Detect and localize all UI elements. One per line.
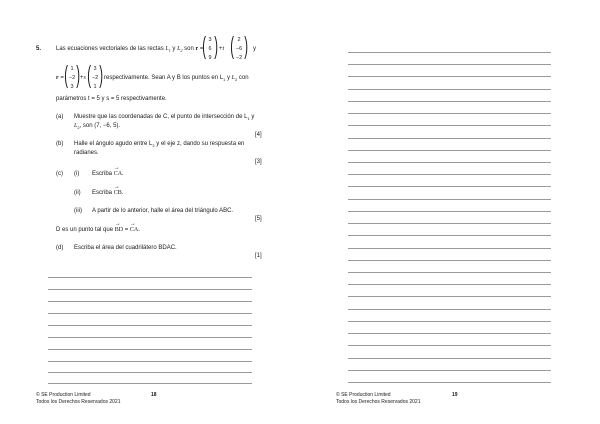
part-b-label: (b) [56, 141, 64, 147]
answer-line[interactable] [348, 296, 551, 297]
answer-line[interactable] [348, 223, 551, 224]
part-c-label: (c) [56, 171, 63, 177]
footer-copyright: © SE Production Limited [36, 392, 91, 398]
part-b-marks: [3] [255, 159, 262, 165]
y-end: y [253, 46, 256, 52]
answer-line[interactable] [348, 125, 551, 126]
vector-b1: 2 −6 −2 [235, 37, 243, 62]
part-a-text-1: Muestre que las coordenadas de C, el punto de intersección de $L_1$ y [74, 114, 255, 122]
part-c-iii-text: A partir de lo anterior, halle el área del triángulo ABC. [92, 208, 234, 214]
answer-line[interactable] [48, 361, 252, 362]
params-text: parámetros t = 5 y s = 5 respectivamente. [56, 96, 167, 102]
page-number: 18 [151, 392, 157, 398]
answer-line[interactable] [348, 248, 551, 249]
intro-text: Las ecuaciones vectoriales de las rectas $L_1$ y $L_2$ son r = [56, 46, 204, 54]
answer-line[interactable] [48, 325, 252, 326]
answer-line[interactable] [348, 174, 551, 175]
answer-line[interactable] [348, 186, 551, 187]
paren-left: ( [87, 61, 92, 89]
footer-copyright: © SE Production Limited [336, 392, 391, 398]
answer-line[interactable] [348, 89, 551, 90]
answer-line[interactable] [348, 272, 551, 273]
answer-line[interactable] [348, 138, 551, 139]
answer-line[interactable] [348, 52, 551, 53]
answer-line[interactable] [348, 211, 551, 212]
part-a-text-2: $L_2$, son (7, −6, 5). [74, 123, 121, 131]
vector-a1: 3 6 9 [208, 37, 212, 62]
answer-line[interactable] [348, 284, 551, 285]
r-eq-2: r = [56, 75, 64, 81]
paren-left: ( [230, 32, 235, 60]
plus-s: +s [80, 75, 86, 81]
answer-line[interactable] [348, 101, 551, 102]
vector-a2: 1 −2 3 [68, 66, 76, 91]
paren-right: ) [99, 61, 104, 89]
part-b-text-1: Halle el ángulo agudo entre $L_2$ y el eje z, dando su respuesta en [74, 141, 245, 149]
paren-right: ) [76, 61, 81, 89]
paren-left: ( [202, 32, 207, 60]
answer-line[interactable] [348, 162, 551, 163]
part-c-ii-label: (ii) [74, 190, 81, 196]
part-a-marks: [4] [255, 132, 262, 138]
question-number: 5. [36, 46, 42, 52]
answer-line[interactable] [48, 277, 252, 278]
page-number: 19 [452, 392, 458, 398]
answer-line[interactable] [348, 64, 551, 65]
answer-line[interactable] [48, 372, 252, 373]
paren-right: ) [244, 32, 249, 60]
part-d-label: (d) [56, 245, 64, 251]
part-a-label: (a) [56, 114, 64, 120]
part-c-marks: [5] [255, 216, 262, 222]
answer-line[interactable] [348, 76, 551, 77]
answer-line[interactable] [348, 333, 551, 334]
vector-b2: 3 −2 1 [91, 66, 99, 91]
answer-line[interactable] [48, 301, 252, 302]
answer-line[interactable] [48, 337, 252, 338]
answer-line[interactable] [348, 382, 551, 383]
answer-line[interactable] [48, 383, 252, 384]
answer-line[interactable] [348, 235, 551, 236]
answer-line[interactable] [348, 199, 551, 200]
answer-line[interactable] [348, 260, 551, 261]
part-c-ii-text: Escriba → CB. [92, 190, 123, 197]
paren-left: ( [64, 61, 69, 89]
part-d-marks: [1] [255, 253, 262, 259]
part-b-text-2: radianes. [74, 150, 99, 156]
plus-t: +t [219, 46, 225, 52]
footer-rights: Todos los Derechos Reservados 2021 [336, 399, 421, 405]
part-c-i-text: Escriba → CA. [92, 171, 124, 178]
part-c-i-label: (i) [74, 171, 80, 177]
part-c-iii-label: (iii) [74, 208, 82, 214]
answer-line[interactable] [48, 313, 252, 314]
answer-line[interactable] [348, 345, 551, 346]
answer-line[interactable] [348, 309, 551, 310]
answer-line[interactable] [48, 349, 252, 350]
answer-line[interactable] [348, 113, 551, 114]
footer-rights: Todos los Derechos Reservados 2021 [36, 399, 121, 405]
answer-line[interactable] [348, 358, 551, 359]
answer-line[interactable] [348, 370, 551, 371]
answer-line[interactable] [348, 321, 551, 322]
d-point-text: D es un punto tal que → BD = → CA. [56, 227, 140, 234]
answer-line[interactable] [48, 289, 252, 290]
part-d-text: Escriba el área del cuadrilátero BDAC. [74, 245, 177, 251]
paren-right: ) [214, 32, 219, 60]
respect-text: respectivamente. Sean A y B los puntos en $L_1$ y $L_2$ con [104, 75, 249, 83]
answer-line[interactable] [348, 150, 551, 151]
